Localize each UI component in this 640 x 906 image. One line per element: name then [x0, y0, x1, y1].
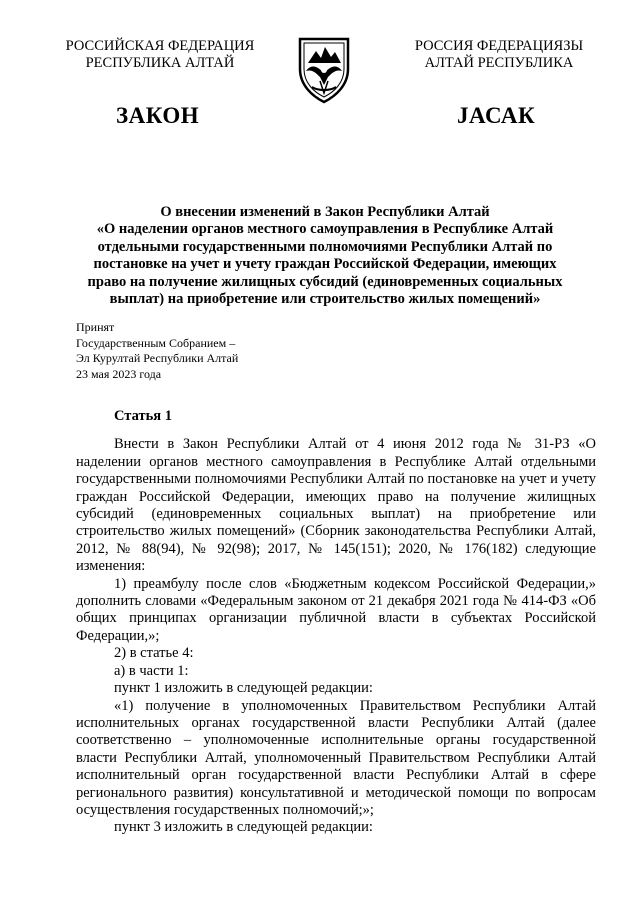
- coat-of-arms-icon: [294, 33, 354, 105]
- law-title-altai: ЈАСАК: [457, 103, 536, 128]
- adoption-date: 23 мая 2023 года: [76, 366, 162, 381]
- title-line: О внесении изменений в Закон Республики Алтай: [160, 204, 490, 220]
- paragraph: пункт 3 изложить в следующей редакции:: [114, 819, 373, 836]
- title-line: постановке на учет и учету граждан Российской Федерации, имеющих: [93, 256, 557, 273]
- paragraph: «1) получение в уполномоченных Правительством Республики Алтай исполнительных органах государственной власти Республики Алтай (далее соответственно – уполномоченные исполнительные органы государственной власти Республики Алтай, уполномоченный Правительством Республики Алтай исполнительный орган государственной власти Республики Алтай в сфере регионального развития) консультативной и методической помощи по вопросам осуществления государственных полномочий;»;: [76, 697, 596, 818]
- title-line: «О наделении органов местного самоуправления в Республике Алтай: [96, 221, 554, 238]
- document-title: [70, 204, 580, 308]
- header-left: [40, 38, 280, 72]
- paragraph: Внести в Закон Республики Алтай от 4 июня 2012 года № 31-РЗ «О наделении органов местного самоуправления в Республике Алтай отдельными государственными полномочиями Республики Алтай по постановке на учет и учету граждан Российской Федерации, имеющих право на получение жилищных субсидий (единовременных социальных выплат) на приобретение или строительство жилых помещений» (Сборник законодательства Республики Алтай, 2012, № 88(94), № 92(98); 2017, № 145(151); 2020, № 176(182) следующие изменения:: [76, 436, 596, 575]
- paragraph: пункт 1 изложить в следующей редакции:: [114, 680, 373, 697]
- title-line: выплат) на приобретение или строительство жилых помещений»: [109, 291, 541, 308]
- title-line: право на получение жилищных субсидий (единовременных социальных: [87, 273, 563, 290]
- paragraph: 1) преамбулу после слов «Бюджетным кодексом Российской Федерации,» дополнить словами «Федеральным законом от 21 декабря 2021 года № 414-ФЗ «Об общих принципах организации публичной власти в субъектах Российской Федерации,»;: [76, 575, 596, 644]
- paragraph: а) в части 1:: [114, 662, 189, 679]
- adoption-line: Принят: [76, 320, 115, 334]
- header-right-line2: АЛТАЙ РЕСПУБЛИКА: [424, 55, 574, 71]
- header-right-line1: РОССИЯ ФЕДЕРАЦИЯЗЫ: [414, 38, 584, 54]
- paragraph: 2) в статье 4:: [114, 645, 194, 662]
- law-title-russian: ЗАКОН: [116, 103, 200, 128]
- header-left-line1: РОССИЙСКАЯ ФЕДЕРАЦИЯ: [65, 38, 255, 54]
- title-line: отдельными государственными полномочиями Республики Алтай по: [97, 238, 553, 255]
- adoption-line: Государственным Собранием –: [76, 335, 236, 350]
- header-right: [380, 38, 618, 72]
- adoption-line: Эл Курултай Республики Алтай: [76, 351, 239, 366]
- article-heading: Статья 1: [114, 408, 172, 424]
- header-left-line2: РЕСПУБЛИКА АЛТАЙ: [85, 55, 235, 71]
- article-body: [76, 408, 596, 837]
- adoption-block: [76, 320, 238, 382]
